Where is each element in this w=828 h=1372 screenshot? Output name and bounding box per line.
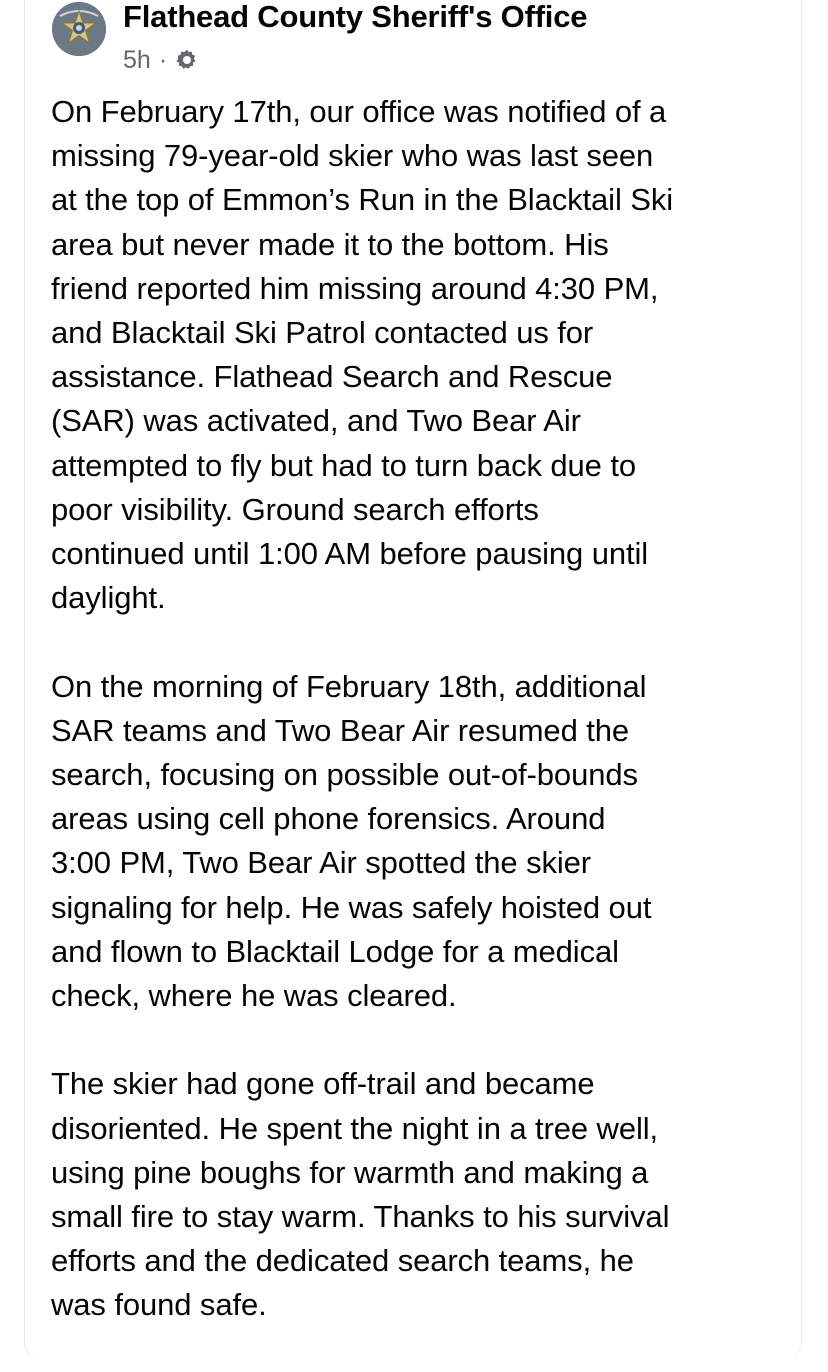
meta-separator: · <box>158 45 168 74</box>
avatar[interactable] <box>52 2 106 56</box>
post-paragraph-2: On the morning of February 18th, additional SAR teams and Two Bear Air resumed the search, focusing on possible out-of-bounds areas using cell phone forensics. Around 3:00 PM, Two Bear Air spotted the skier signaling for help. He was safely hoisted out and flown to Blacktail Lodge for a medical check, where he was cleared. <box>51 668 652 1014</box>
post-timestamp[interactable]: 5h <box>123 45 151 74</box>
gear-icon[interactable] <box>175 48 199 72</box>
post-paragraph-1: On February 17th, our office was notified of a missing 79-year-old skier who was last seen at the top of Emmon’s Run in the Blacktail Ski area but never made it to the bottom. His friend reported him missing around 4:30 PM, and Blacktail Ski Patrol contacted us for assistance. Flathead Search and Rescue (SAR) was activated, and Two Bear Air attempted to fly but had to turn back due to poor visibility. Ground search efforts continued until 1:00 AM before pausing until daylight. <box>51 94 674 616</box>
sheriff-badge-icon <box>52 2 106 56</box>
post-header <box>52 0 792 80</box>
post-body <box>51 90 786 1372</box>
post-paragraph-3: The skier had gone off-trail and became disoriented. He spent the night in a tree well, using pine boughs for warmth and making a small fire to stay warm. Thanks to his survival efforts and the dedicated search teams, he was found safe. <box>51 1066 670 1323</box>
post-meta <box>123 44 199 76</box>
page-name[interactable]: Flathead County Sheriff's Office <box>123 0 588 34</box>
